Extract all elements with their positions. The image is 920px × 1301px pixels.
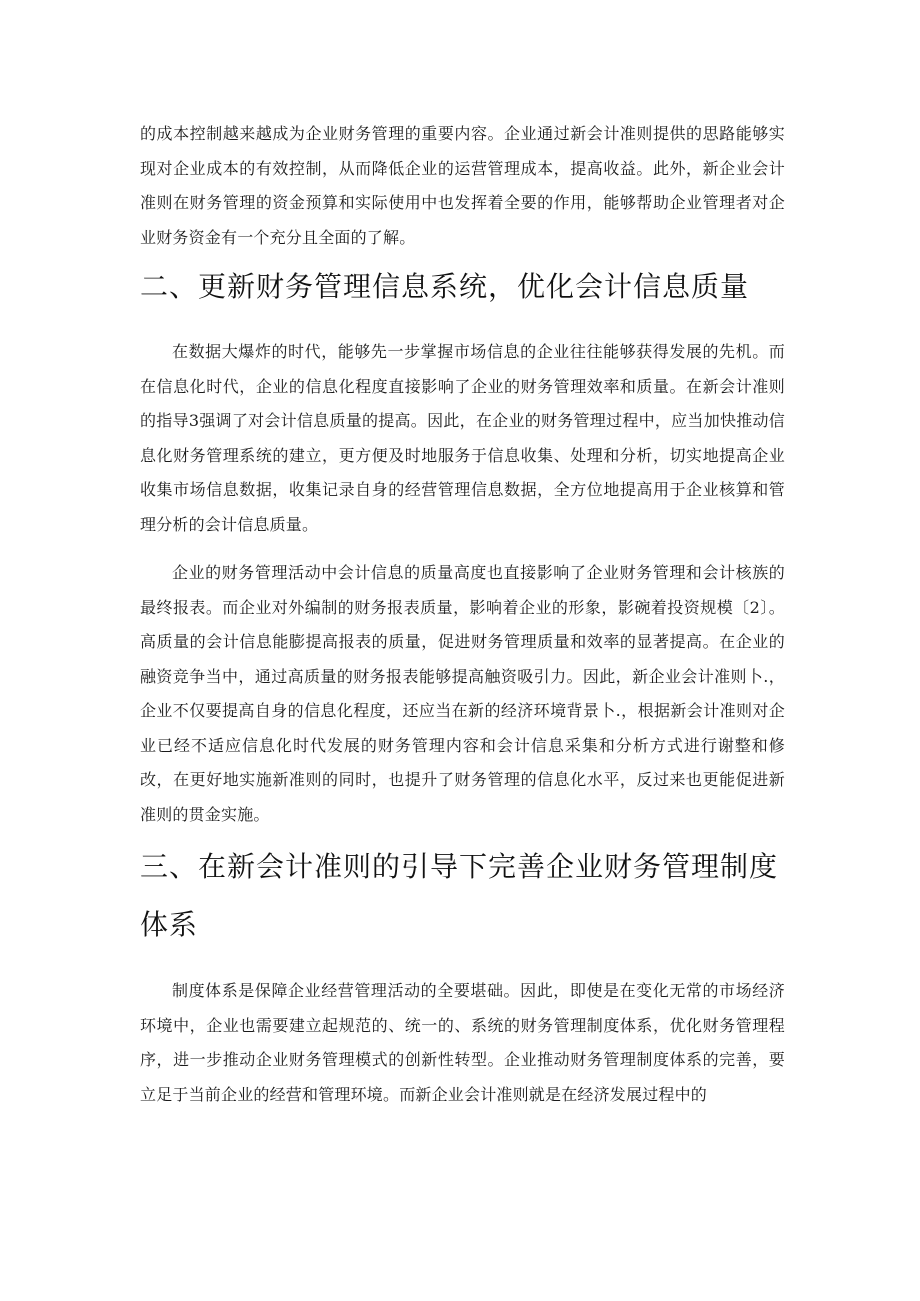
section-heading-2: 二、更新财务管理信息系统，优化会计信息质量 <box>140 270 750 303</box>
paragraph-information-quality: 企业的财务管理活动中会计信息的质量高度也直接影响了企业财务管理和会计核族的最终报表。而企业对外编制的财务报表质量，影响着企业的形象，影碗着投资规模〔2〕。高质量的会计信息能膨提高报表的质量，促进财务管理质量和效率的显著提高。在企业的融资竞争当中，通过高质量的财务报表能够提高触资吸引力。因此，新企业会计准则卜.，企业不仅要提高自身的信息化程度，还应当在新的经济环境背景卜.，根据新会计准则对企业已经不适应信息化时代发展的财务管理内容和会计信息采集和分析方式进行谢整和修改，在更好地实施新准则的同时，也提升了财务管理的信息化水平，反过来也更能促进新准则的贯金实施。 <box>140 563 785 824</box>
document-body <box>140 117 785 1112</box>
paragraph-management-system: 制度体系是保障企业经营管理活动的全要堪础。因此，即使是在变化无常的市场经济环境中，企业也需要建立起规范的、统一的、系统的财务管理制度体系，优化财务管理程序，进一步推动企业财务管理模式的创新性转型。企业推动财务管理制度体系的完善，要立足于当前企业的经营和管理环境。而新企业会计准则就是在经济发展过程中的 <box>140 981 785 1104</box>
paragraph-cost-control: 的成本控制越来越成为企业财务管理的重要内容。企业通过新会计准则提供的思路能够实现对企业成本的有效控制，从而降低企业的运营管理成本，提高收益。此外，新企业会计准则在财务管理的资金预算和实际使用中也发挥着全要的作用，能够帮助企业管理者对企业财务资金有一个充分且全面的了解。 <box>140 124 785 247</box>
paragraph-spacer <box>140 542 785 556</box>
paragraph-information-system: 在数据大爆炸的时代，能够先一步掌握市场信息的企业往往能够获得发展的先机。而在信息化时代，企业的信息化程度直接影响了企业的财务管理效率和质量。在新会计准则的指导3强调了对会计信息质量的提高。因此，在企业的财务管理过程中，应当加快推动信息化财务管理系统的建立，更方便及时地服务于信息收集、处理和分析，切实地提高企业收集市场信息数据，收集记录自身的经营管理信息数据，全方位地提高用于企业核算和管理分析的会计信息质量。 <box>140 342 785 534</box>
section-heading-3: 三、在新会计准则的引导下完善企业财务管理制度体系 <box>140 850 779 941</box>
